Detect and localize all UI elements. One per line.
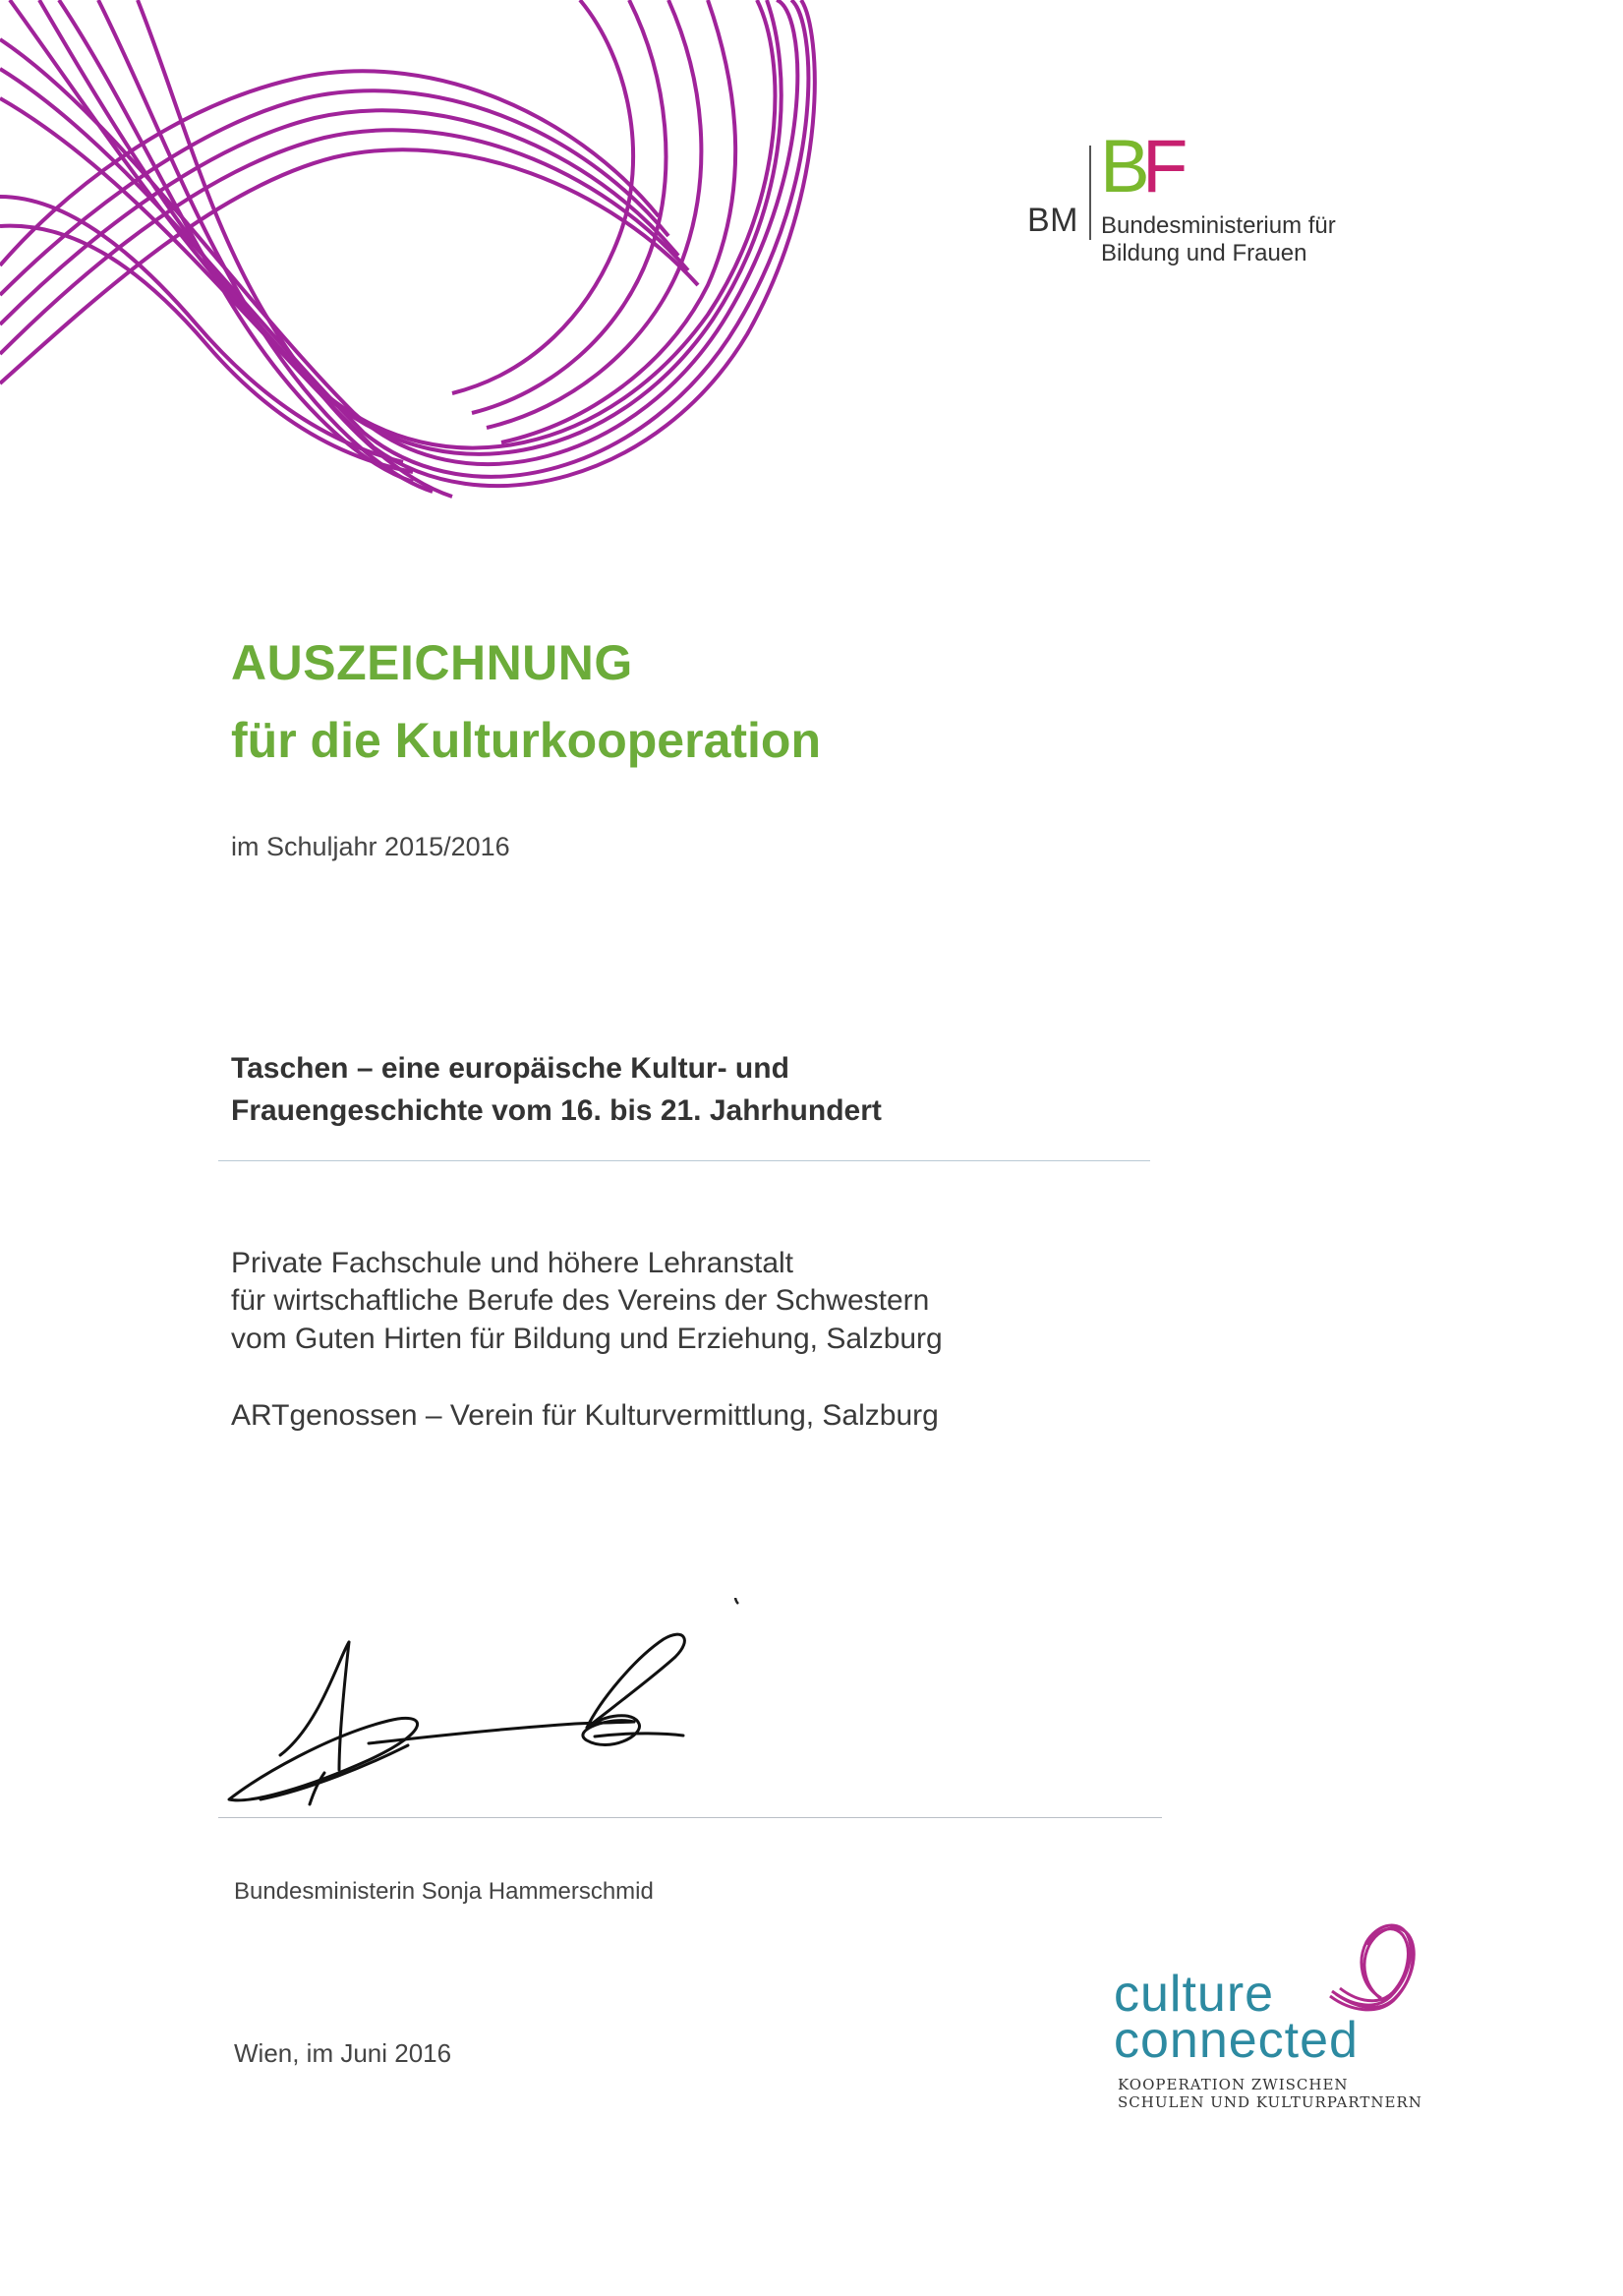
institution-line3: vom Guten Hirten für Bildung und Erziehung, Salzburg (231, 1323, 943, 1355)
ministry-logo-b: B (1100, 125, 1150, 208)
partner-name: ARTgenossen – Verein für Kulturvermittlung, Salzburg (231, 1399, 939, 1432)
decorative-swirl (0, 0, 826, 511)
culture-connected-tagline1: KOOPERATION ZWISCHEN (1118, 2076, 1349, 2093)
signature-line (218, 1817, 1162, 1818)
logo-divider (1089, 146, 1091, 240)
place-and-date: Wien, im Juni 2016 (234, 2038, 452, 2068)
project-title-line2: Frauengeschichte vom 16. bis 21. Jahrhundert (231, 1094, 882, 1127)
divider-line (218, 1160, 1150, 1161)
culture-connected-tagline2: SCHULEN UND KULTURPARTNERN (1118, 2093, 1422, 2111)
institution-line1: Private Fachschule und höhere Lehranstalt (231, 1247, 794, 1279)
school-year: im Schuljahr 2015/2016 (231, 832, 510, 861)
ministry-name-line2: Bildung und Frauen (1101, 240, 1307, 266)
culture-connected-loop-icon (1322, 1917, 1430, 2026)
culture-connected-word1: culture (1114, 1966, 1275, 2023)
project-title-line1: Taschen – eine europäische Kultur- und (231, 1052, 789, 1085)
culture-connected-word2: connected (1114, 2012, 1359, 2069)
award-subtitle: für die Kulturkooperation (231, 713, 821, 768)
institution-line2: für wirtschaftliche Berufe des Vereins der Schwestern (231, 1284, 930, 1317)
ministry-name-line1: Bundesministerium für (1101, 212, 1336, 239)
ministry-logo-f: F (1142, 125, 1188, 208)
signer-name: Bundesministerin Sonja Hammerschmid (234, 1878, 654, 1905)
ministry-logo-bm: BM (1027, 202, 1078, 239)
handwritten-signature (221, 1598, 831, 1814)
award-title: AUSZEICHNUNG (231, 635, 633, 690)
